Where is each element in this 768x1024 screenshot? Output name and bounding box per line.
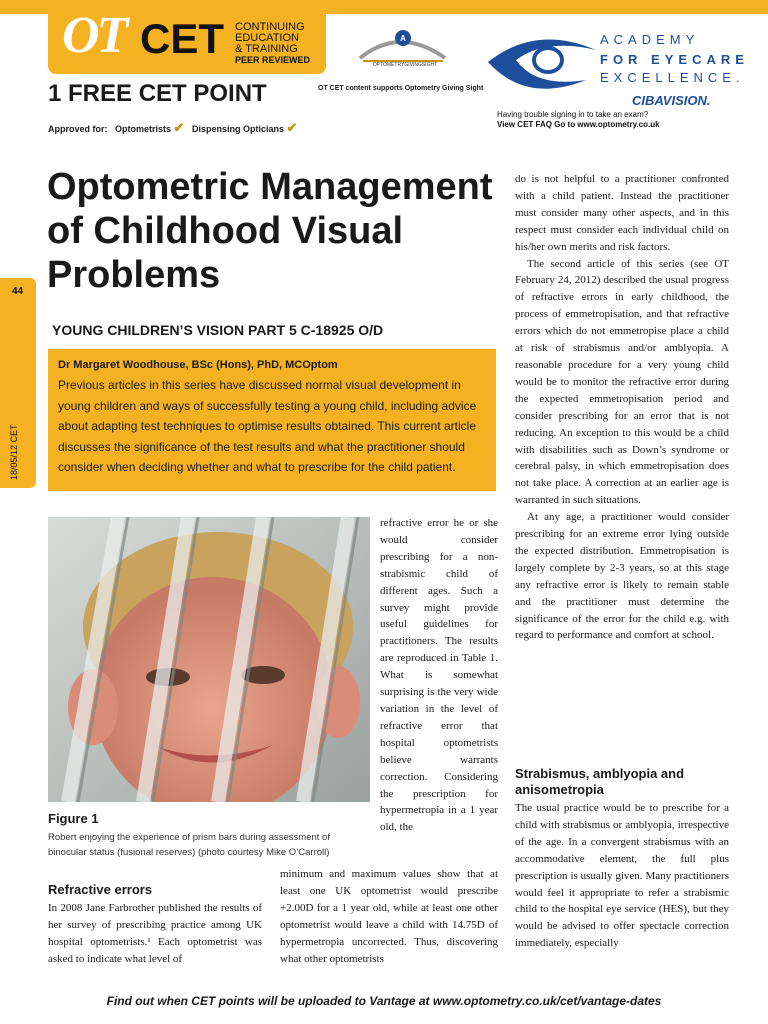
cet-faq-link[interactable]: View CET FAQ Go to www.optometry.co.uk [497,120,660,129]
paragraph: At any age, a practitioner would consider prescribing for an extreme error lying outside the expected distribution. Emmetropisation is largely complete by 2-3 years, so at this stage any refractive error is likely to remain stable and the practitioner must determine the significance of the error for the child e.g. with regard to performance and comfort at school. [515,511,729,642]
ot-brand: OT [62,7,126,64]
paragraph: The usual practice would be to prescribe for a child with strabismus or amblyopia, irrespective of the age. In a convergent strabismus with an accommodative element, the full plus prescription is usually given. Many practitioners would feel it appropriate to refer a strabismic child to the hospital eye service (HES), but they would be advised to offer spectacle correction immediately, especially [515,802,729,950]
check-icon: ✔ [173,120,185,135]
approved-optometrists: Optometrists [115,124,172,134]
author-line: Dr Margaret Woodhouse, BSc (Hons), PhD, MCOptom [58,359,338,371]
free-cet-point: 1 FREE CET POINT [48,80,267,107]
signin-help-line: Having trouble signing in to take an exam? [497,110,649,119]
approved-for [48,120,297,136]
abstract-text: Previous articles in this series have discussed normal visual development in young children and ways of successfully testing a young child, including advice about adapting test techniques to optimise results obtained. This current article discusses the significance of the test results and what the practitioner should consider when deciding whether and what to prescribe for the child patient. [58,378,477,474]
issue-date: 18/05/12 CET [9,424,19,480]
approved-label: Approved for: [48,124,108,134]
paragraph: do is not helpful to a practitioner confronted with a child patient. Instead the practitioner must consider many other aspects, and in this respect must consider each individual child on his/her own merits and risk factors. [515,173,729,253]
cet-brand: CET [140,15,224,62]
column-left [48,900,262,968]
cet-sub-line: & TRAINING [235,43,298,55]
paragraph: The second article of this series (see OT February 24, 2012) described the usual progress of refractive errors in early childhood, the process of emmetropisation, and that refractive errors which do not emmetropise place a child at risk of strabismus and/or amblyopia. A reasonable procedure for a very young child would be to monitor the refractive error during the expected emmetropisation period and consider prescribing for an error that is not reducing. An exception to this would be a child with disabilities such as Down’s syndrome or cerebral palsy, in which emmetropisation does not take place. A correction at an earlier age is warranted in such situations. [515,257,729,507]
signin-help [497,110,660,130]
svg-text:A: A [400,34,406,43]
cet-sub-line: EDUCATION [235,32,299,44]
figure-caption: Robert enjoying the experience of prism bars during assessment of binocular status (fusional reserves) (photo courtesy Mike O’Carroll) [48,832,330,858]
page-number: 44 [12,286,24,297]
ot-cet-logo [48,0,326,74]
check-icon: ✔ [286,120,298,135]
article-subtitle: YOUNG CHILDREN’S VISION PART 5 C-18925 O/D [52,322,384,338]
academy-line: EXCELLENCE. [600,70,745,85]
paragraph: refractive error he or she would consider prescribing for a non-strabismic child of different ages. Such a survey might provide useful guidelines for practitioners. The results are reproduced in Table 1. What is somewhat surprising is the very wide variation in the level of refractive error that hospital optometrists believe warrants correction. Considering the prescription for hypermetropia in a 1 year old, the [380,517,498,834]
paragraph: minimum and maximum values show that at least one UK optometrist would prescribe +2.00D for a 1 year old, while at least one other optometrist would leave a child with 14.75D of hypermetropia uncorrected. Thus, discovering what other optometrists [280,868,498,965]
aop-logo-text: OPTOMETRYGIVINGSIGHT [372,62,438,68]
column-middle-narrow [380,515,498,836]
cet-sub-line: CONTINUING [235,21,305,33]
cet-subtitle [235,22,310,66]
figure-1-photo [48,517,370,802]
giving-sight-note: OT CET content supports Optometry Giving Sight [318,85,484,92]
paragraph: In 2008 Jane Farbrother published the results of her survey of prescribing practice among UK hospital optometrists.¹ Each optometrist was asked to indicate what level of [48,902,262,965]
approved-dispensing: Dispensing Opticians [191,124,284,134]
footer-notice: Find out when CET points will be uploaded to Vantage at www.optometry.co.uk/cet/vantage-dates [106,994,662,1008]
abstract-box [48,349,496,491]
article-title: Optometric Management of Childhood Visual Problems [47,166,493,296]
heading-refractive-errors: Refractive errors [48,882,153,897]
column-right-lower [515,800,729,952]
cet-sub-line: PEER REVIEWED [235,55,311,65]
academy-line: ACADEMY [600,32,700,47]
column-middle-wide [280,866,498,967]
column-right [515,171,729,644]
ciba-vision-logo: CIBAVISION. [632,93,711,108]
heading-strabismus: Strabismus, amblyopia and anisometropia [515,766,685,797]
figure-title: Figure 1 [48,811,99,826]
academy-line: FOR EYECARE [600,52,749,67]
